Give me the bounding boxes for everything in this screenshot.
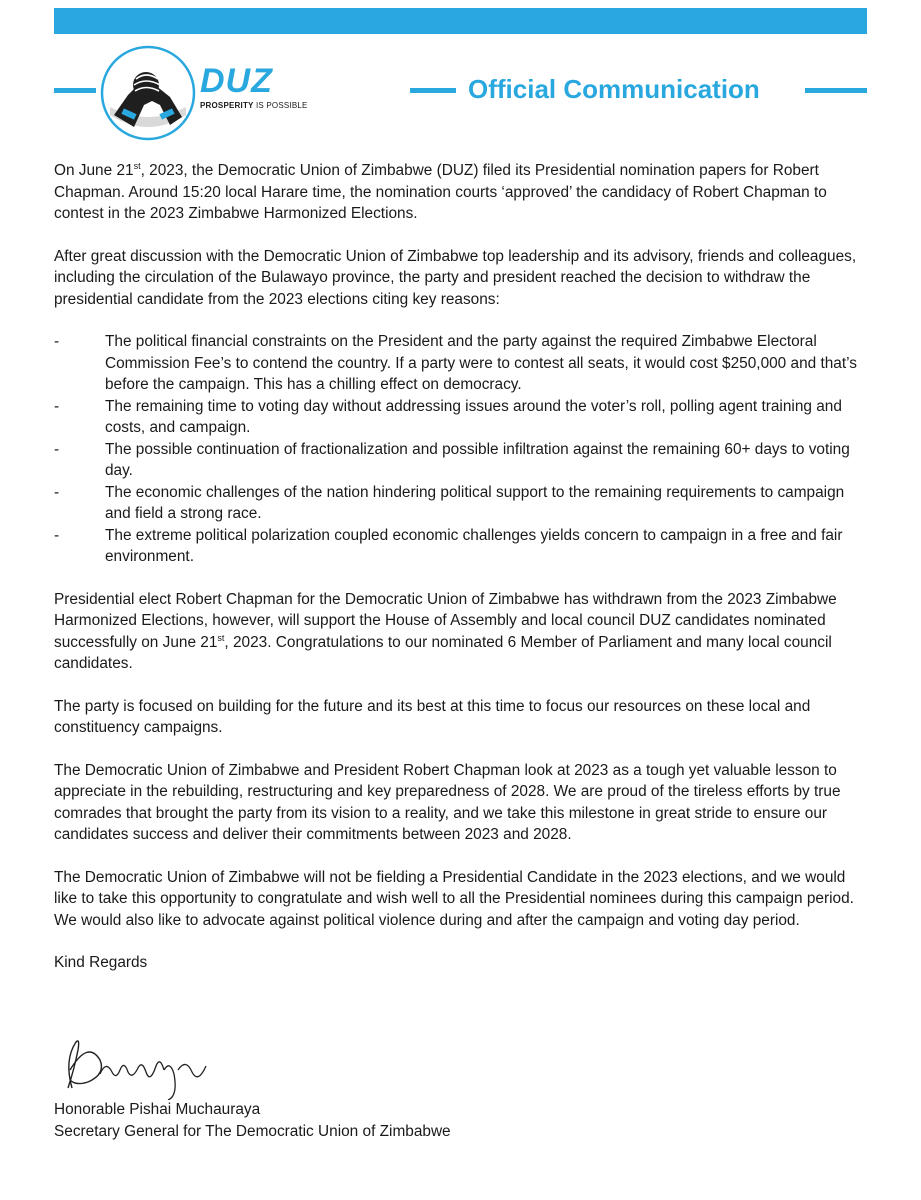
paragraph-lesson: The Democratic Union of Zimbabwe and President Robert Chapman look at 2023 as a tough yet valuable lesson to appreciate in the rebuilding, restructuring and key preparedness of 2028. We are proud of the tireless efforts by true comrades that brought the party from its vision to a reality, and we take this milestone in great stride to ensure our candidates success and deliver their commitments between 2023 and 2028. xyxy=(54,761,841,843)
paragraph-decision: After great discussion with the Democratic Union of Zimbabwe top leadership and its advisory, friends and colleagues, including the circulation of the Bulawayo province, the party and president reached the decision to withdraw the presidential candidate from the 2023 elections citing key reasons: xyxy=(54,247,857,308)
paragraph-focus: The party is focused on building for the future and its best at this time to focus our resources on these local and constituency campaigns. xyxy=(54,697,811,736)
signatory-name: Honorable Pishai Muchauraya xyxy=(54,1101,261,1118)
ordinal-suffix: st xyxy=(217,632,225,643)
header-rule-far-right xyxy=(805,88,867,93)
duz-logo-emblem-icon xyxy=(100,45,196,141)
list-item-text: The extreme political polarization coupled economic challenges yields concern to campaign in a free and fair environment. xyxy=(105,526,843,565)
reasons-list xyxy=(54,331,869,568)
paragraph-nomination-text-b: , 2023, the Democratic Union of Zimbabwe (DUZ) filed its Presidential nomination papers for Robert Chapman. Around 15:20 local Harare time, the nomination courts ‘approved’ the candidacy of Robert Chapman to contest in the 2023 Zimbabwe Harmonized Elections. xyxy=(54,162,827,222)
paragraph-withdrawal-text-b: , 2023. Congratulations to our nominated 6 Member of Parliament and many local council candidates. xyxy=(54,633,832,672)
page-title: Official Communication xyxy=(468,74,760,104)
paragraph-withdrawal xyxy=(54,589,869,675)
logo-tagline xyxy=(200,101,308,110)
ordinal-suffix: st xyxy=(133,160,141,171)
list-item xyxy=(54,525,869,568)
signatory-title: Secretary General for The Democratic Union of Zimbabwe xyxy=(54,1123,451,1140)
logo-wordmark: DUZ xyxy=(200,62,273,100)
bullet-dash: - xyxy=(54,483,60,501)
letter-body xyxy=(54,160,869,995)
header-rule-right xyxy=(410,88,456,93)
logo-tagline-rest: IS POSSIBLE xyxy=(253,101,308,110)
header-top-bar xyxy=(54,8,867,34)
list-item-text: The economic challenges of the nation hindering political support to the remaining requirements to campaign and field a strong race. xyxy=(105,483,845,522)
header-rule-left xyxy=(54,88,96,93)
paragraph-nomination xyxy=(54,160,869,225)
paragraph-withdrawal-text-a: Presidential elect Robert Chapman for the Democratic Union of Zimbabwe has withdrawn from the 2023 Zimbabwe Harmonized Elections, however, will support the House of Assembly and local council DUZ candidates nominated successfully on June 21 xyxy=(54,590,837,651)
bullet-dash: - xyxy=(54,397,60,415)
bullet-dash: - xyxy=(54,440,60,458)
list-item xyxy=(54,439,869,482)
logo-tagline-bold: PROSPERITY xyxy=(200,101,254,110)
list-item xyxy=(54,331,869,396)
handwritten-signature-icon xyxy=(54,1030,224,1100)
bullet-dash: - xyxy=(54,526,60,544)
closing-salutation: Kind Regards xyxy=(54,954,148,971)
list-item xyxy=(54,482,869,525)
list-item-text: The political financial constraints on the President and the party against the required Zimbabwe Electoral Commission Fee’s to contend the country. If a party were to contest all seats, it would cost $250,000 and that’s before the campaign. This has a chilling effect on democracy. xyxy=(105,333,857,393)
paragraph-announcement: The Democratic Union of Zimbabwe will not be fielding a Presidential Candidate in the 2023 elections, and we would like to take this opportunity to congratulate and wish well to all the Presidential nominees during this campaign period. We would also like to advocate against political violence during and after the campaign and voting day period. xyxy=(54,868,854,929)
list-item xyxy=(54,396,869,439)
paragraph-nomination-text-a: On June 21 xyxy=(54,162,134,179)
list-item-text: The remaining time to voting day without addressing issues around the voter’s roll, polling agent training and costs, and campaign. xyxy=(105,397,842,436)
list-item-text: The possible continuation of fractionalization and possible infiltration against the remaining 60+ days to voting day. xyxy=(105,440,850,479)
bullet-dash: - xyxy=(54,333,60,350)
